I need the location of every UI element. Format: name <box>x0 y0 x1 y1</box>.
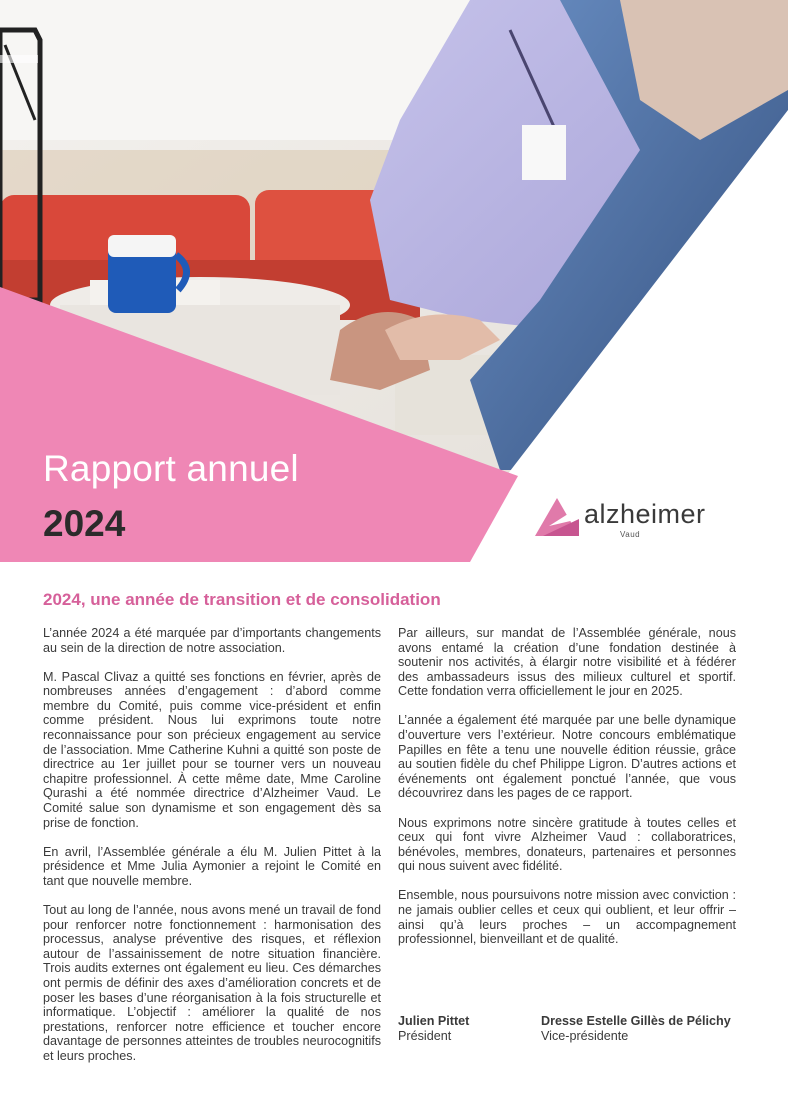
paragraph: Nous exprimons notre sincère gratitude à toutes celles et ceux qui font vivre Alzheimer Vaud : collaboratrices, bénévoles, membres, donateurs, partenaires et personnes qui nous suivent avec fidélité. <box>398 815 736 874</box>
signature-president <box>398 1014 469 1043</box>
section-subtitle: 2024, une année de transition et de consolidation <box>43 590 441 609</box>
signature-role: Président <box>398 1028 452 1043</box>
signature-name: Dresse Estelle Gillès de Pélichy <box>541 1014 731 1028</box>
paragraph: M. Pascal Clivaz a quitté ses fonctions en février, après de nombreuses années d’engagement : d’abord comme membre du Comité, puis comme vice-président et enfin comme président. Nous lui exprimons toute notre reconnaissance pour son précieux engagement au service de l’association. Mme Catherine Kuhni a quitté son poste de directrice au 1er juillet pour se tourner vers un nouveau chapitre professionnel. À cette même date, Mme Caroline Qurashi a été nommée directrice d’Alzheimer Vaud. Le Comité salue son dynamisme et son engagement dès sa prise de fonction. <box>43 669 381 830</box>
logo-triangle-icon <box>534 497 580 537</box>
logo-wordmark: alzheimer <box>584 499 706 529</box>
paragraph: Tout au long de l’année, nous avons mené un travail de fond pour renforcer notre fonctionnement : harmonisation des processus, analyse préventive des risques, et réflexion autour de l’assainissement de notre situation financière. Trois audits externes ont également eu lieu. Ces démarches ont permis de définir des axes d’amélioration concrets et de poser les bases d’une réorganisation à la fois structurelle et informatique. L’objectif : améliorer la qualité de nos prestations, renforcer notre efficience et toucher encore davantage de personnes atteintes de troubles neurocognitifs et leurs proches. <box>43 903 381 1063</box>
signature-name: Julien Pittet <box>398 1014 470 1028</box>
report-title: Rapport annuel <box>43 448 299 489</box>
alzheimer-vaud-logo <box>534 497 744 543</box>
logo-region: Vaud <box>620 530 641 539</box>
paragraph: Par ailleurs, sur mandat de l’Assemblée générale, nous avons entamé la création d’une fondation destinée à soutenir nos activités, à élargir notre visibilité et à fédérer des ambassadeurs issus des milieux culturel et sportif. Cette fondation verra officiellement le jour en 2025. <box>398 626 736 699</box>
signature-role: Vice-présidente <box>541 1028 629 1043</box>
report-year: 2024 <box>43 503 126 544</box>
left-column <box>43 626 381 1078</box>
right-column <box>398 626 736 961</box>
paragraph: L’année 2024 a été marquée par d’importants changements au sein de la direction de notre association. <box>43 626 381 655</box>
signature-vice-president <box>541 1014 731 1043</box>
paragraph: Ensemble, nous poursuivons notre mission avec conviction : ne jamais oublier celles et ceux qui oublient, et leur offrir – ainsi qu’à leurs proches – un accompagnement professionnel, bienveillant et de qualité. <box>398 888 736 947</box>
paragraph: En avril, l’Assemblée générale a élu M. Julien Pittet à la présidence et Mme Julia Aymonier a rejoint le Comité en tant que nouvelle membre. <box>43 844 381 888</box>
paragraph: L’année a également été marquée par une belle dynamique d’ouverture vers l’extérieur. Notre concours emblématique Papilles en fête a tenu une nouvelle édition réussie, grâce au soutien fidèle du chef Philippe Ligron. D’autres actions et événements ont également ponctué l’année, que vous découvrirez dans les pages de ce rapport. <box>398 713 736 801</box>
